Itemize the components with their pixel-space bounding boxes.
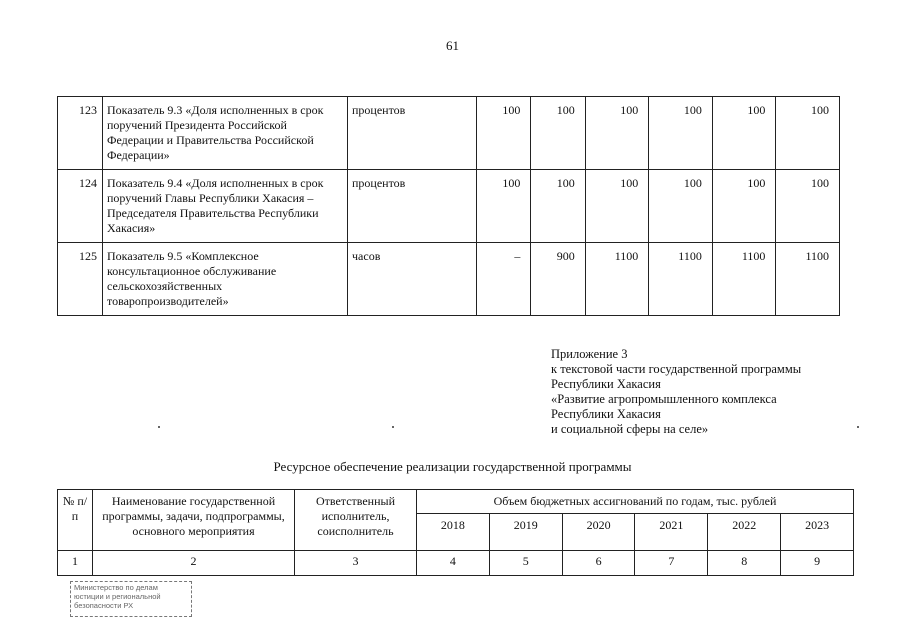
header-year: 2022 [708, 514, 781, 551]
indicator-number: 123 [58, 97, 103, 170]
stamp-line: Министерство по делам [74, 583, 158, 592]
indicator-value: 100 [531, 170, 585, 243]
registration-stamp [70, 581, 192, 617]
indicator-value: 100 [531, 97, 585, 170]
indicator-name: Показатель 9.3 «Доля исполненных в срок поручений Президента Российской Федерации и Правительства Российской Федерации» [103, 97, 348, 170]
header-year: 2021 [635, 514, 708, 551]
indicator-row [58, 97, 840, 170]
indicator-row [58, 170, 840, 243]
scan-speck [158, 426, 160, 428]
header-year: 2020 [562, 514, 635, 551]
appendix-line: Республики Хакасия [551, 407, 661, 421]
index-cell: 3 [295, 551, 417, 576]
header-responsible: Ответственный исполнитель, соисполнитель [295, 490, 417, 551]
header-num: № п/п [58, 490, 93, 551]
indicator-value: 100 [712, 170, 776, 243]
resource-table [57, 489, 854, 576]
indicator-row [58, 243, 840, 316]
indicator-name: Показатель 9.4 «Доля исполненных в срок поручений Главы Республики Хакасия – Председателя Правительства Республики Хакасия» [103, 170, 348, 243]
header-year: 2019 [489, 514, 562, 551]
appendix-line: к текстовой части государственной программы [551, 362, 802, 376]
appendix-note [551, 347, 801, 437]
indicator-value: 100 [649, 97, 713, 170]
header-year: 2023 [781, 514, 854, 551]
indicator-value: 1100 [585, 243, 649, 316]
indicator-number: 124 [58, 170, 103, 243]
indicator-value: 1100 [649, 243, 713, 316]
header-name: Наименование государственной программы, задачи, подпрограммы, основного мероприятия [93, 490, 295, 551]
stamp-line: безопасности РХ [74, 601, 134, 610]
index-cell: 9 [781, 551, 854, 576]
scan-speck [392, 426, 394, 428]
document-title: Ресурсное обеспечение реализации государственной программы [273, 459, 632, 474]
indicator-value: 900 [531, 243, 585, 316]
indicator-value: 1100 [712, 243, 776, 316]
indicator-value: 100 [585, 97, 649, 170]
index-cell: 4 [417, 551, 490, 576]
index-cell: 7 [635, 551, 708, 576]
stamp-line: юстиции и региональной [74, 592, 161, 601]
indicators-table [57, 96, 840, 316]
appendix-line: Республики Хакасия [551, 377, 661, 391]
appendix-line: «Развитие агропромышленного комплекса [551, 392, 777, 406]
indicator-unit: процентов [348, 97, 477, 170]
indicator-value: 100 [776, 170, 840, 243]
indicator-value: – [477, 243, 531, 316]
indicator-number: 125 [58, 243, 103, 316]
index-cell: 1 [58, 551, 93, 576]
index-cell: 5 [489, 551, 562, 576]
index-cell: 8 [708, 551, 781, 576]
indicator-value: 100 [712, 97, 776, 170]
header-year: 2018 [417, 514, 490, 551]
indicator-value: 1100 [776, 243, 840, 316]
appendix-line: Приложение 3 [551, 347, 628, 361]
indicator-value: 100 [776, 97, 840, 170]
index-cell: 6 [562, 551, 635, 576]
indicator-value: 100 [477, 97, 531, 170]
indicator-unit: процентов [348, 170, 477, 243]
page-number: 61 [446, 38, 459, 53]
index-row [58, 551, 854, 576]
indicator-value: 100 [649, 170, 713, 243]
index-cell: 2 [93, 551, 295, 576]
indicator-value: 100 [585, 170, 649, 243]
indicator-name: Показатель 9.5 «Комплексное консультационное обслуживание сельскохозяйственных товаропроизводителей» [103, 243, 348, 316]
indicator-value: 100 [477, 170, 531, 243]
header-budget: Объем бюджетных ассигнований по годам, тыс. рублей [417, 490, 854, 514]
indicator-unit: часов [348, 243, 477, 316]
appendix-line: и социальной сферы на селе» [551, 422, 709, 436]
scan-speck [857, 426, 859, 428]
